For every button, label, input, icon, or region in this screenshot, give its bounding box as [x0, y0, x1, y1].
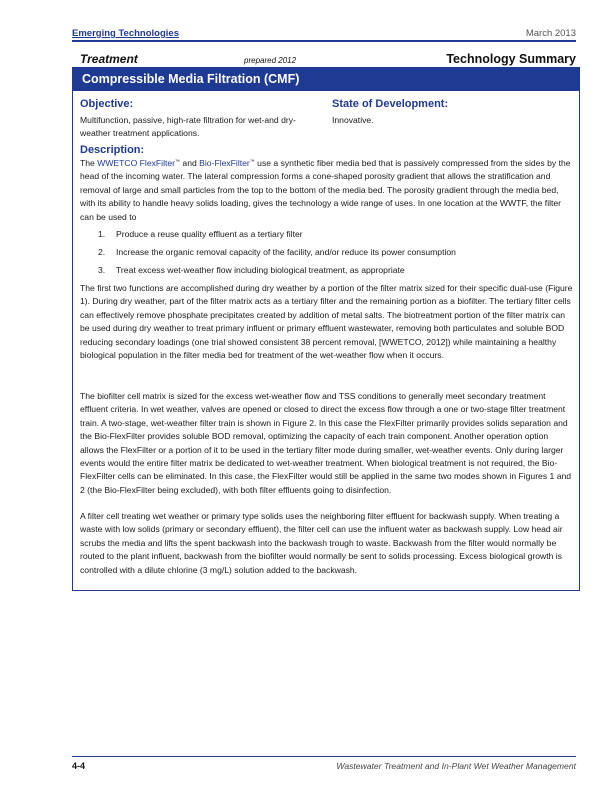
header-date: March 2013	[525, 28, 576, 39]
page-number: 4-4	[72, 761, 86, 771]
technology-title: Compressible Media Filtration (CMF)	[82, 72, 300, 86]
description-paragraph-3: The biofilter cell matrix is sized for the excess wet-weather flow and TSS conditions to generally meet secondary treatment effluent criteria. In wet weather, valves are opened or closed to direct the excess flow through a one or two-stage filter treatment train. A two-stage, wet-weather filter train is shown in Figure 2. In this case the FlexFilter primarily provides solids separation and the Bio-FlexFilter provides soluble BOD removal, optimizing the capacity of each train component. Another operation option allows the FlexFilter or a portion of it to be used in the tertiary filter mode during smaller, wet-weather events. Only during larger events would the entire filter matrix be dedicated to wet-weather treatment. When biological treatment is not required, the Bio-FlexFilter cells can be eliminated. In this case, the FlexFilter would still be applied in the same two modes shown in Figures 1 and 2 (the Bio-FlexFilter being excluded), with both filter effluents going to disinfection.	[80, 391, 572, 495]
list-item: Produce a reuse quality effluent as a tertiary filter	[116, 229, 303, 239]
description-paragraph-2: The first two functions are accomplished during dry weather by a portion of the filter matrix sized for their specific dual-use (Figure 1). During dry weather, part of the filter matrix acts as a tertiary filter and the remaining portion as a biofilter. The tertiary filter cells can effectively remove phosphate precipitates created by addition of metal salts. The biotreatment portion of the filter matrix can be used during dry weather to treat primary influent or primary effluent wastewater, removing both particulates and soluble BOD reducing secondary loadings (one trial showed consistent 38 percent removal, [WWETCO, 2012]) while maintaining a healthy biological population in the filter media bed for treatment of the wet-weather flow when it occurs.	[80, 283, 573, 361]
list-item: Increase the organic removal capacity of the facility, and/or reduce its power consumption	[116, 247, 456, 257]
objective-text: Multifunction, passive, high-rate filtration for wet-and dry-weather treatment applications.	[80, 115, 296, 139]
intro-and: and	[182, 158, 197, 168]
state-text: Innovative.	[332, 115, 374, 125]
technology-summary-label: Technology Summary	[446, 52, 576, 66]
prepared-date: prepared 2012	[244, 56, 297, 65]
footer-rule	[72, 756, 576, 757]
list-item-number: 3.	[98, 265, 106, 275]
description-paragraph-4: A filter cell treating wet weather or primary type solids uses the neighboring filter effluent for backwash supply. When treating a waste with low solids (primary or secondary effluent), the filter cell can use the influent water as backwash supply. Low head air scrubs the media and lifts the spent backwash into the backwash trough to waste. Backwash from the filter would normally be routed to the plant influent, backwash from the biofilter would normally be sent to solids processing. Excess biological growth is controlled with a dilute chlorine (3 mg/L) solution added to the backwash.	[80, 511, 563, 575]
product-flexfilter: WWETCO FlexFilter	[97, 158, 176, 168]
description-heading: Description:	[80, 144, 145, 156]
header-section-title: Emerging Technologies	[72, 28, 179, 39]
list-item-number: 1.	[98, 229, 106, 239]
footer-title: Wastewater Treatment and In-Plant Wet Weather Management	[336, 761, 576, 771]
trademark-symbol: ™	[175, 159, 181, 165]
description-intro	[80, 157, 574, 224]
objective-heading: Objective:	[80, 98, 134, 110]
intro-the: The	[80, 158, 95, 168]
category-label: Treatment	[80, 52, 138, 66]
state-heading: State of Development:	[332, 98, 449, 110]
header-rule	[72, 40, 576, 42]
list-item-number: 2.	[98, 247, 106, 257]
product-bio-flexfilter: Bio-FlexFilter	[199, 158, 250, 168]
trademark-symbol: ™	[249, 159, 255, 165]
intro-rest: use a synthetic fiber media bed that is passively compressed from the sides by the head of the incoming water. The lateral compression forms a cone-shaped porosity gradient that allows the stratification and removal of large and small particles from the top to the bottom of the media bed. The porosity gradient through the media bed, with its ability to handle heavy solids loading, gives the technology a wide range of uses. In one location at the WWTF, the filter can be used to	[80, 158, 571, 222]
list-item: Treat excess wet-weather flow including biological treatment, as appropriate	[116, 265, 405, 275]
